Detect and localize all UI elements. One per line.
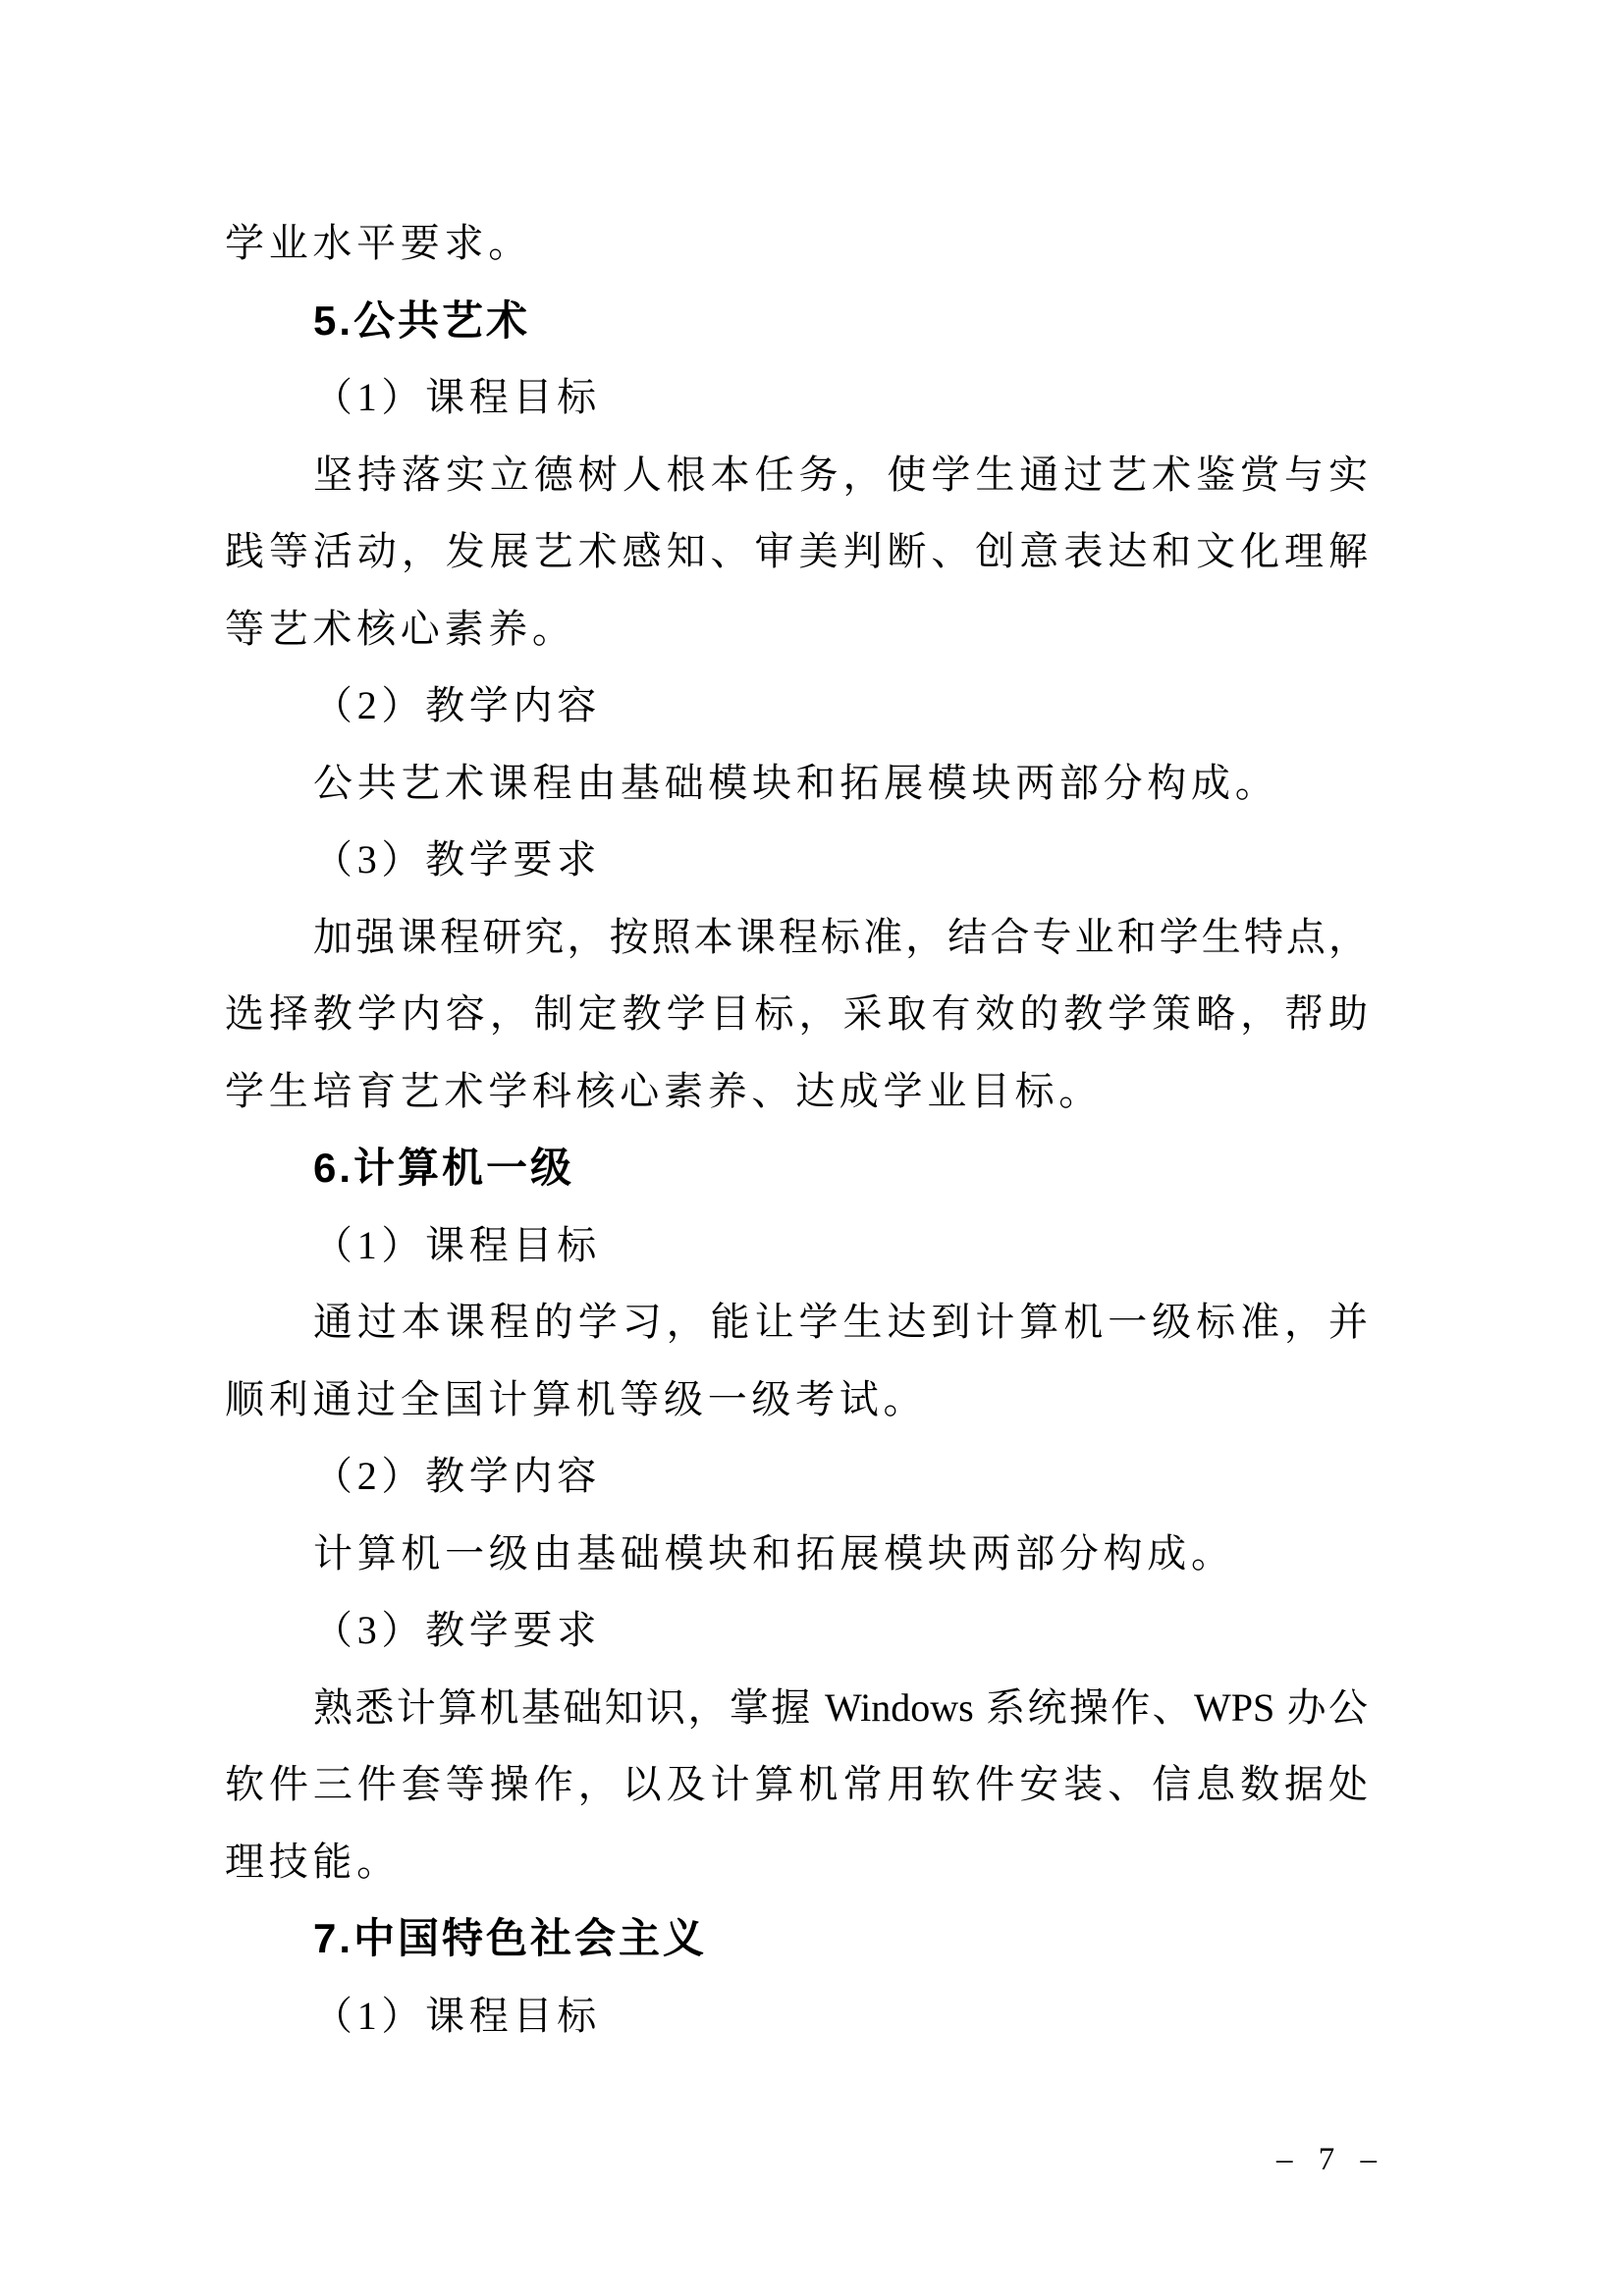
text-line: 学生培育艺术学科核心素养、达成学业目标。 xyxy=(225,1068,1103,1113)
text-line: 顺利通过全国计算机等级一级考试。 xyxy=(225,1376,928,1421)
text-line: 践等活动，发展艺术感知、审美判断、创意表达和文化理解 xyxy=(225,529,1368,573)
text-line: （1）课程目标 xyxy=(313,375,601,419)
text-line: 计算机一级由基础模块和拓展模块两部分构成。 xyxy=(313,1530,1235,1575)
text-line: 通过本课程的学习，能让学生达到计算机一级标准，并 xyxy=(313,1300,1368,1344)
document-text-block xyxy=(225,205,1368,2055)
text-line: 等艺术核心素养。 xyxy=(225,606,576,651)
text-line: 选择教学内容，制定教学目标，采取有效的教学策略，帮助 xyxy=(225,991,1368,1036)
page-number: – 7 – xyxy=(1276,2142,1385,2177)
heading-line: 5.公共艺术 xyxy=(313,296,531,344)
text-line: （2）教学内容 xyxy=(313,683,601,727)
text-line: （1）课程目标 xyxy=(313,1993,601,2038)
text-line: 坚持落实立德树人根本任务，使学生通过艺术鉴赏与实 xyxy=(313,452,1368,497)
text-line: （3）教学要求 xyxy=(313,1608,601,1652)
text-line: （1）课程目标 xyxy=(313,1222,601,1267)
text-line: （3）教学要求 xyxy=(313,837,601,881)
text-line: 公共艺术课程由基础模块和拓展模块两部分构成。 xyxy=(313,760,1279,805)
heading-line: 6.计算机一级 xyxy=(313,1145,575,1191)
text-line: 理技能。 xyxy=(225,1839,401,1884)
text-line: 软件三件套等操作，以及计算机常用软件安装、信息数据处 xyxy=(225,1762,1368,1806)
heading-line: 7.中国特色社会主义 xyxy=(313,1915,708,1961)
text-line: （2）教学内容 xyxy=(313,1454,601,1498)
text-line: 加强课程研究，按照本课程标准，结合专业和学生特点， xyxy=(313,914,1368,959)
text-line: 学业水平要求。 xyxy=(225,221,532,265)
text-line: 熟悉计算机基础知识，掌握 Windows 系统操作、WPS 办公 xyxy=(313,1684,1368,1730)
